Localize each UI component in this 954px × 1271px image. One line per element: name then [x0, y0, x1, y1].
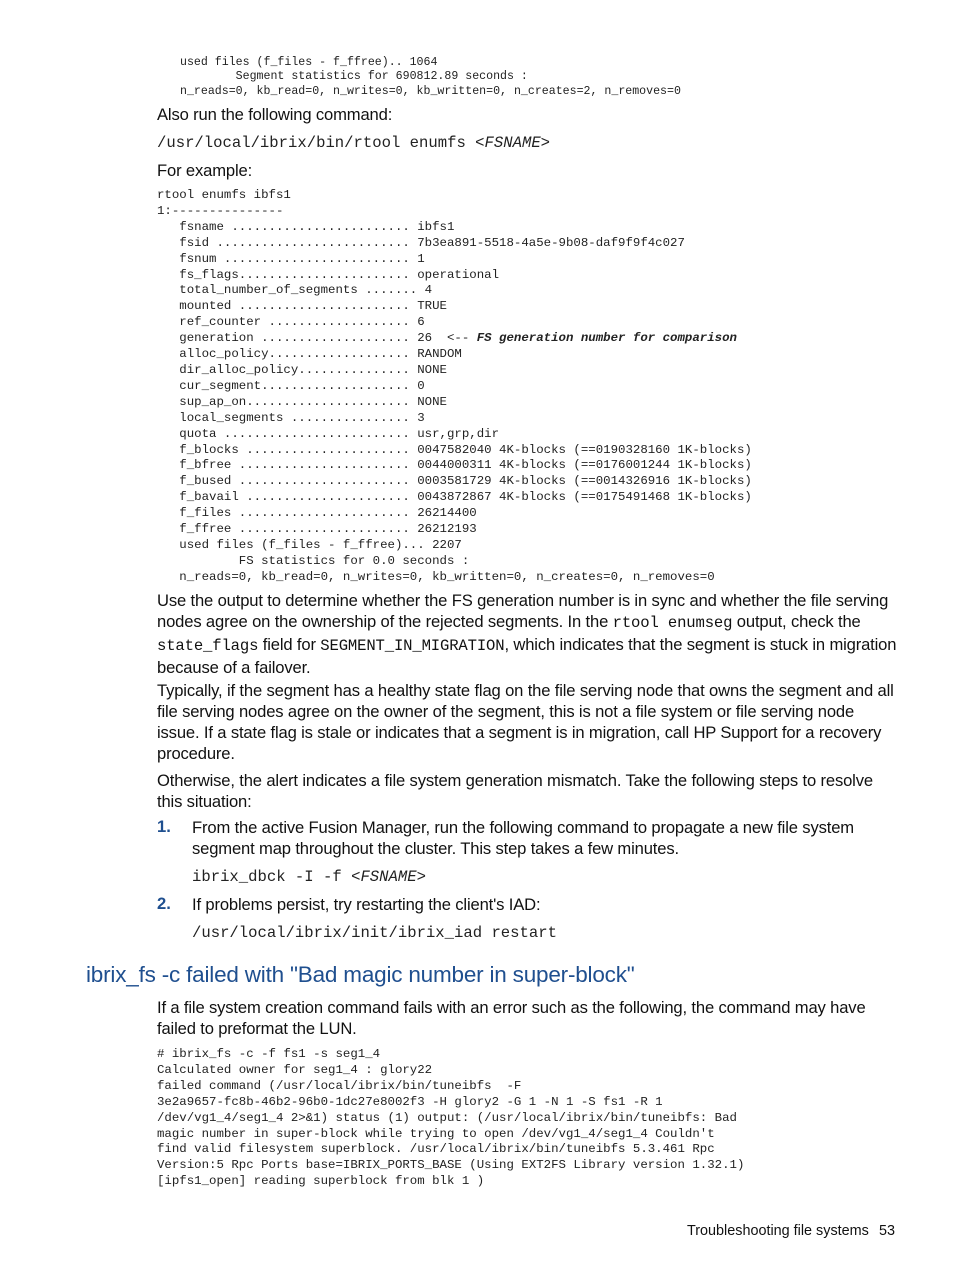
- command-text: /usr/local/ibrix/bin/rtool enumfs: [157, 134, 476, 152]
- inline-code: state_flags: [157, 637, 259, 655]
- output-line: Segment statistics for 690812.89 seconds :: [180, 70, 528, 84]
- output-line: n_reads=0, kb_read=0, n_writes=0, kb_written=0, n_creates=2, n_removes=0: [180, 84, 681, 98]
- paragraph-text: Use the output to determine whether the FS generation number is in sync and whether the file serving nodes agree on the ownership of the rejected segments. In the: [157, 591, 889, 631]
- ownership-paragraph: [157, 590, 899, 678]
- footer-section-title: Troubleshooting file systems: [687, 1223, 869, 1239]
- output-line: 1:---------------: [157, 203, 284, 218]
- output-line: used files (f_files - f_ffree)... 2207: [157, 537, 462, 552]
- segment-stats-output: [180, 56, 681, 99]
- rtool-enumfs-command: [157, 134, 550, 152]
- output-line: Version:5 Rpc Ports base=IBRIX_PORTS_BASE (Using EXT2FS Library version 1.32.1): [157, 1158, 745, 1173]
- paragraph-text: , which indicates that the segment is stuck in migration because of a failover.: [157, 635, 897, 677]
- output-line: fsnum ......................... 1: [157, 251, 425, 266]
- step-text: From the active Fusion Manager, run the following command to propagate a new file system segment map throughout the cluster. This step takes a few minutes.: [192, 818, 854, 858]
- output-line: FS statistics for 0.0 seconds :: [157, 553, 470, 568]
- inline-code: rtool enumseg: [612, 614, 733, 632]
- command-text: /usr/local/ibrix/init/ibrix_iad restart: [192, 924, 557, 942]
- output-line: find valid filesystem superblock. /usr/local/ibrix/bin/tuneibfs 5.3.461 Rpc: [157, 1142, 715, 1157]
- output-line: sup_ap_on...................... NONE: [157, 394, 447, 409]
- output-line: magic number in super-block while trying to open /dev/vg1_4/seg1_4 Couldn't: [157, 1126, 715, 1141]
- generation-line: generation .................... 26 <--: [157, 331, 477, 346]
- command-argument: <FSNAME>: [475, 134, 551, 152]
- step-number: 1.: [157, 817, 171, 836]
- output-line: total_number_of_segments ....... 4: [157, 283, 433, 298]
- output-line: ref_counter ................... 6: [157, 315, 425, 330]
- for-example-text: For example:: [157, 161, 253, 180]
- rtool-enumfs-output: [157, 188, 752, 586]
- section-heading: ibrix_fs -c failed with "Bad magic number in super-block": [86, 962, 635, 987]
- output-line: f_bavail ...................... 0043872867 4K-blocks (==0175491468 1K-blocks): [157, 490, 752, 505]
- paragraph-text: output, check the: [732, 612, 861, 631]
- output-line: n_reads=0, kb_read=0, n_writes=0, kb_written=0, n_creates=0, n_removes=0: [157, 569, 715, 584]
- output-line: failed command (/usr/local/ibrix/bin/tuneibfs -F: [157, 1078, 522, 1093]
- state-flag-paragraph: Typically, if the segment has a healthy state flag on the file serving node that owns the segment and all file serving nodes agree on the owner of the segment, this is not a file system or file serving node issue. If a state flag is stale or indicates that a segment is in migration, call HP Support for a recovery procedure.: [157, 681, 894, 763]
- output-line: f_bfree ....................... 0044000311 4K-blocks (==0176001244 1K-blocks): [157, 458, 752, 473]
- output-line: fsid .......................... 7b3ea891-5518-4a5e-9b08-daf9f9f4c027: [157, 235, 685, 250]
- paragraph-text: field for: [258, 635, 321, 654]
- generation-annotation: FS generation number for comparison: [476, 331, 737, 346]
- output-line: f_bused ....................... 0003581729 4K-blocks (==0014326916 1K-blocks): [157, 474, 752, 489]
- output-line: mounted ....................... TRUE: [157, 299, 447, 314]
- output-line: fs_flags....................... operational: [157, 267, 500, 282]
- ibrix-dbck-command: [192, 868, 426, 886]
- inline-code: SEGMENT_IN_MIGRATION: [320, 637, 505, 655]
- output-line: f_ffree ....................... 26212193: [157, 522, 477, 537]
- output-line: 3e2a9657-fc8b-46b2-96b0-1dc27e8002f3 -H glory2 -G 1 -N 1 -S fs1 -R 1: [157, 1094, 663, 1109]
- output-line: quota ......................... usr,grp,dir: [157, 426, 500, 441]
- output-line: rtool enumfs ibfs1: [157, 188, 291, 202]
- output-line: dir_alloc_policy............... NONE: [157, 362, 447, 377]
- command-text: ibrix_dbck -I -f: [192, 868, 352, 886]
- output-line: Calculated owner for seg1_4 : glory22: [157, 1062, 433, 1077]
- ibrix-fs-error-output: [157, 1047, 744, 1190]
- output-line: f_blocks ...................... 0047582040 4K-blocks (==0190328160 1K-blocks): [157, 442, 752, 457]
- output-line: # ibrix_fs -c -f fs1 -s seg1_4: [157, 1047, 381, 1061]
- output-line: alloc_policy................... RANDOM: [157, 347, 462, 362]
- output-line: local_segments ................ 3: [157, 410, 425, 425]
- ibrix-iad-restart-command: [192, 924, 557, 942]
- step-number: 2.: [157, 894, 171, 913]
- output-line: cur_segment.................... 0: [157, 378, 425, 393]
- output-line: [ipfs1_open] reading superblock from blk 1 ): [157, 1174, 485, 1189]
- mismatch-paragraph: Otherwise, the alert indicates a file system generation mismatch. Take the following steps to resolve this situation:: [157, 771, 873, 811]
- output-line: fsname ........................ ibfs1: [157, 219, 455, 234]
- command-argument: <FSNAME>: [351, 868, 426, 886]
- output-line: used files (f_files - f_ffree).. 1064: [180, 56, 438, 69]
- also-run-text: Also run the following command:: [157, 105, 393, 124]
- step-text: If problems persist, try restarting the client's IAD:: [192, 895, 541, 914]
- page-number: 53: [879, 1223, 896, 1239]
- output-line: f_files ....................... 26214400: [157, 506, 477, 521]
- output-line: /dev/vg1_4/seg1_4 2>&1) status (1) output: (/usr/local/ibrix/bin/tuneibfs: Bad: [157, 1110, 737, 1125]
- section-intro: If a file system creation command fails with an error such as the following, the command may have failed to preformat the LUN.: [157, 998, 866, 1038]
